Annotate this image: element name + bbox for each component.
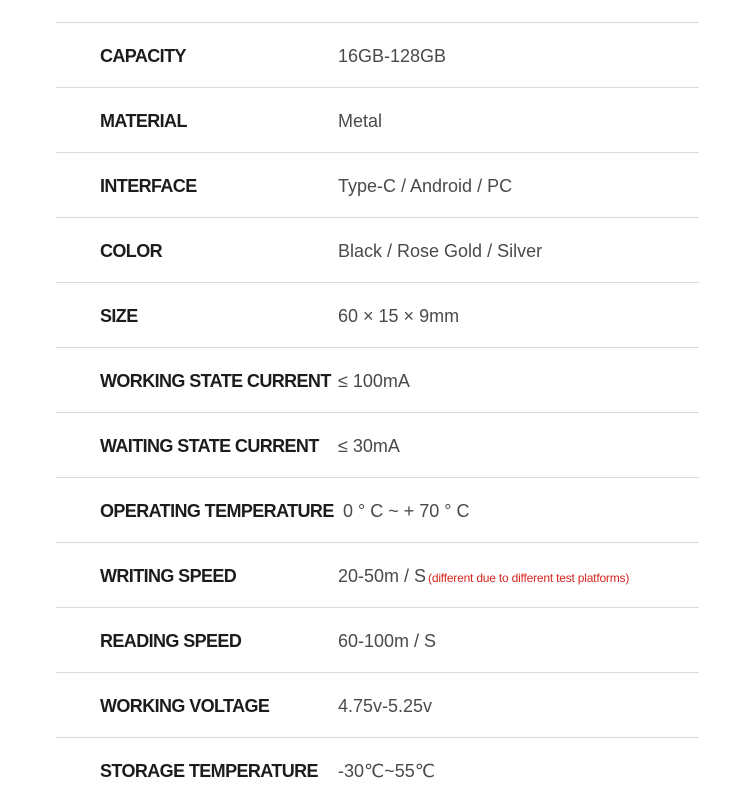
spec-row-capacity xyxy=(56,22,699,87)
spec-label: INTERFACE xyxy=(100,176,197,196)
spec-label: SIZE xyxy=(100,306,138,326)
spec-value: Black / Rose Gold / Silver xyxy=(338,241,543,261)
spec-note: (different due to different test platforms) xyxy=(428,571,630,585)
spec-row-waiting-state-current xyxy=(56,412,699,477)
spec-row-operating-temperature xyxy=(56,477,699,542)
spec-label: WAITING STATE CURRENT xyxy=(100,436,319,456)
spec-value: 16GB-128GB xyxy=(338,46,447,66)
spec-row-writing-speed xyxy=(56,542,699,607)
spec-value: Metal xyxy=(338,111,383,131)
spec-value: 20-50m / S xyxy=(338,566,427,586)
spec-row-interface xyxy=(56,152,699,217)
spec-value: ≤ 100mA xyxy=(338,371,410,391)
spec-value: Type-C / Android / PC xyxy=(338,176,513,196)
spec-label: STORAGE TEMPERATURE xyxy=(100,761,318,781)
spec-label: WORKING VOLTAGE xyxy=(100,696,270,716)
spec-row-storage-temperature xyxy=(56,737,699,802)
spec-label: MATERIAL xyxy=(100,111,187,131)
spec-row-color xyxy=(56,217,699,282)
spec-value-group xyxy=(338,543,629,608)
spec-row-working-state-current xyxy=(56,347,699,412)
spec-label: COLOR xyxy=(100,241,162,261)
spec-value: 60 × 15 × 9mm xyxy=(338,306,460,326)
spec-label: CAPACITY xyxy=(100,46,186,66)
spec-row-reading-speed xyxy=(56,607,699,672)
spec-value: ≤ 30mA xyxy=(338,436,400,456)
spec-label: READING SPEED xyxy=(100,631,242,651)
spec-value: 4.75v-5.25v xyxy=(338,696,433,716)
spec-value: 0 ° C ~ + 70 ° C xyxy=(338,501,470,521)
spec-label: WRITING SPEED xyxy=(100,566,237,586)
spec-value: 60-100m / S xyxy=(338,631,437,651)
spec-row-material xyxy=(56,87,699,152)
spec-label: OPERATING TEMPERATURE xyxy=(100,501,334,521)
spec-row-size xyxy=(56,282,699,347)
spec-row-working-voltage xyxy=(56,672,699,737)
spec-table xyxy=(56,22,699,802)
spec-value: -30℃~55℃ xyxy=(338,761,435,781)
spec-label: WORKING STATE CURRENT xyxy=(100,371,331,391)
